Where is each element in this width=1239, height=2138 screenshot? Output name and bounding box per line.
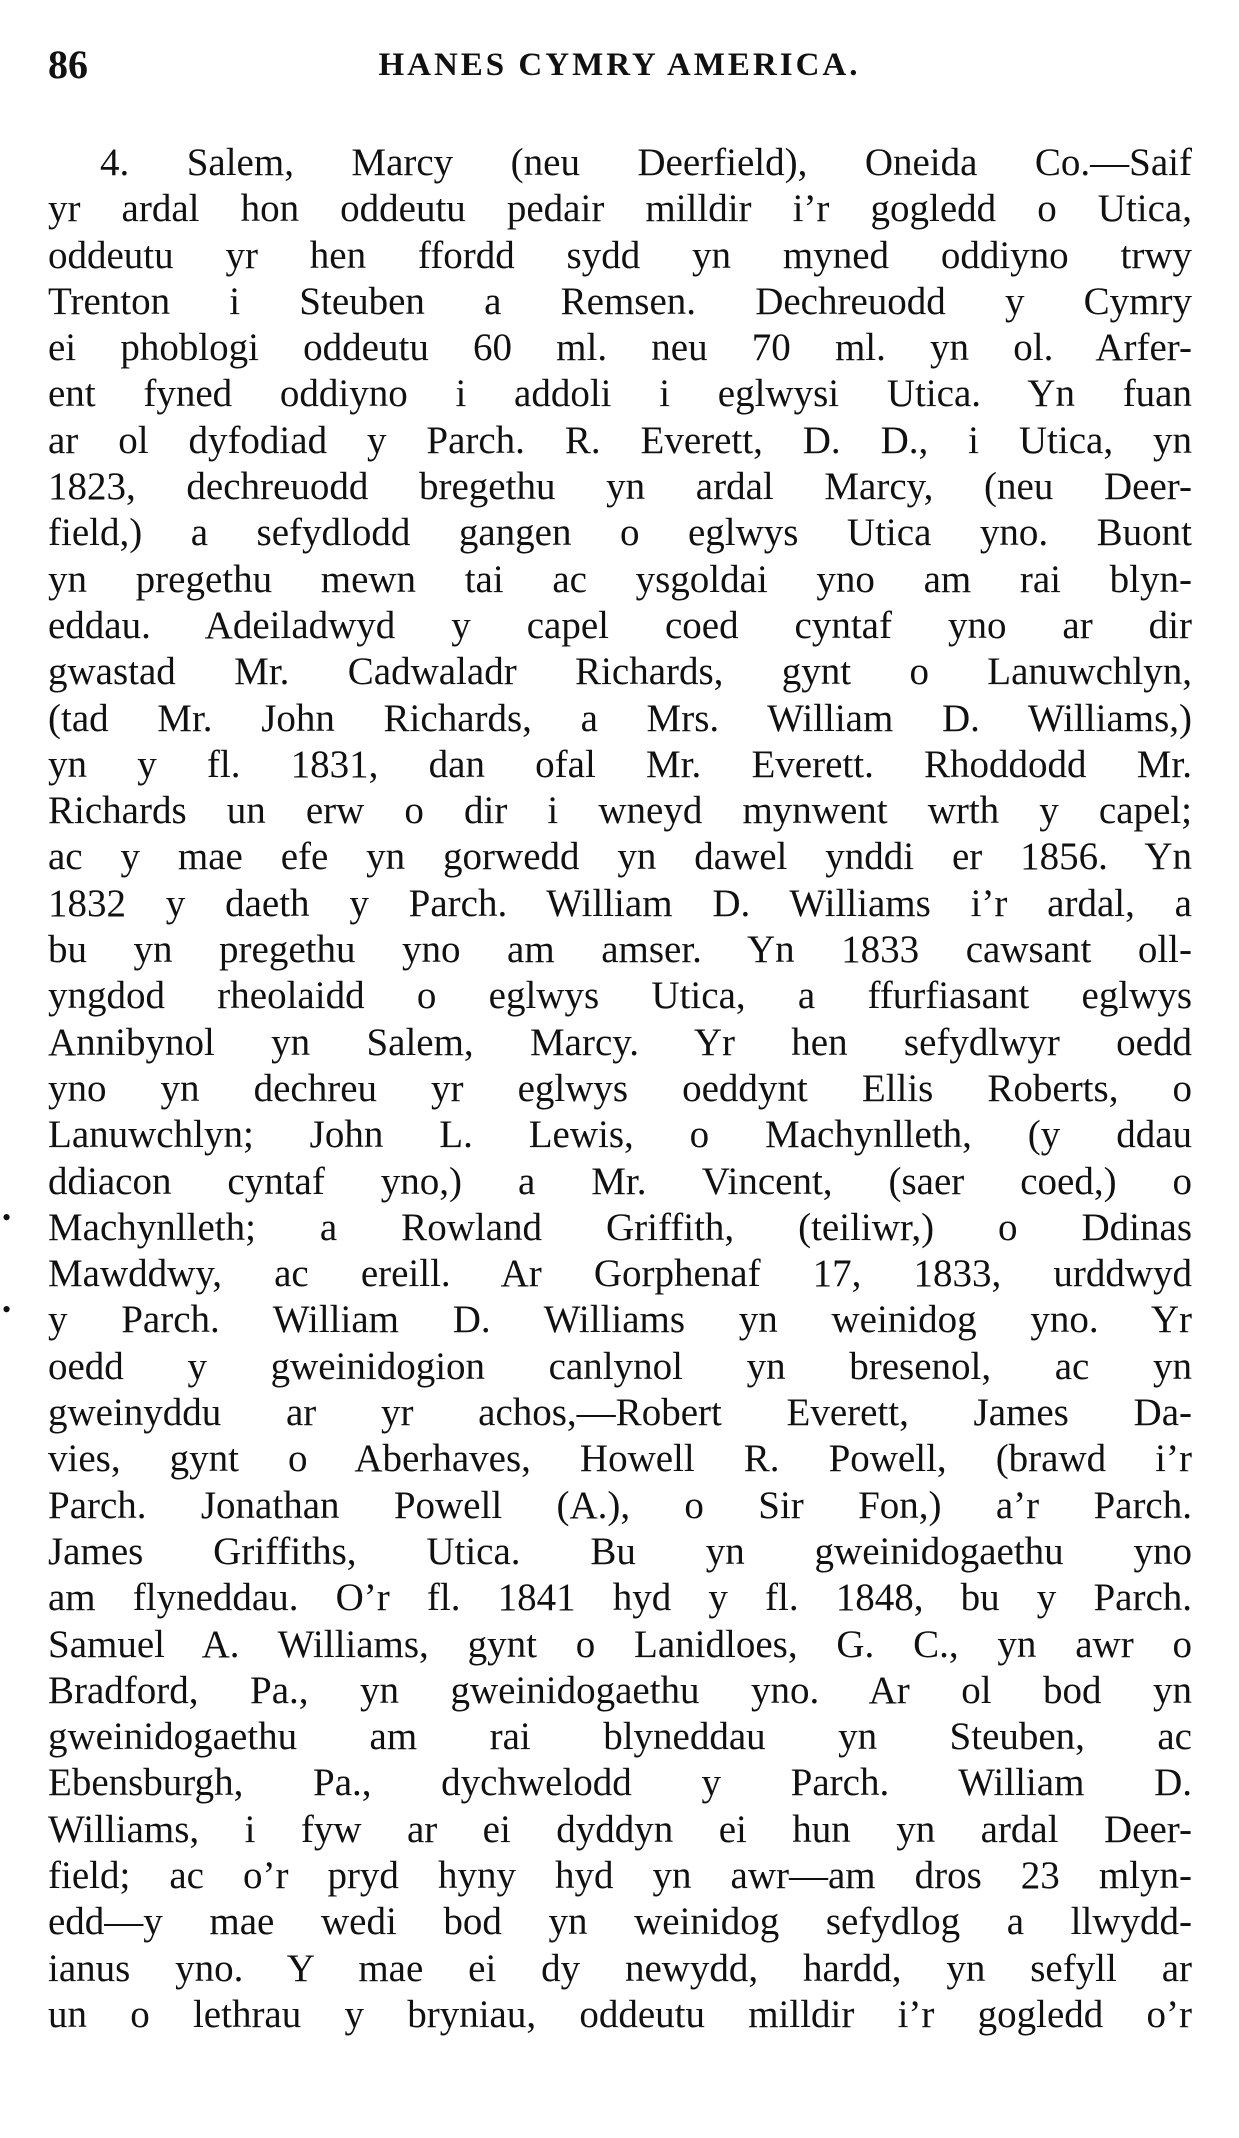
text-line: Williams, i fyw ar ei dyddyn ei hun yn ardal Deer- <box>48 1807 1192 1851</box>
text-line: gweinidogaethu am rai blyneddau yn Steuben, ac <box>48 1715 1192 1759</box>
running-head: HANES CYMRY AMERICA. <box>378 47 861 83</box>
text-line: Ebensburgh, Pa., dychwelodd y Parch. William D. <box>48 1761 1192 1805</box>
text-line: vies, gynt o Aberhaves, Howell R. Powell, (brawd i’r <box>48 1437 1192 1481</box>
text-line: yr ardal hon oddeutu pedair milldir i’r gogledd o Utica, <box>48 187 1192 231</box>
text-line: oddeutu yr hen ffordd sydd yn myned oddiyno trwy <box>48 233 1192 277</box>
text-line: Annibynol yn Salem, Marcy. Yr hen sefydlwyr oedd <box>48 1020 1192 1064</box>
text-line: eddau. Adeiladwyd y capel coed cyntaf yno ar dir <box>48 603 1192 647</box>
text-line: gwastad Mr. Cadwaladr Richards, gynt o Lanuwchlyn, <box>48 650 1192 694</box>
text-line: un o lethrau y bryniau, oddeutu milldir i’r gogledd o’r <box>48 1992 1192 2036</box>
text-line: edd—y mae wedi bod yn weinidog sefydlog a llwydd- <box>48 1900 1192 1944</box>
text-line: 4. Salem, Marcy (neu Deerfield), Oneida Co.—Saif <box>100 141 1192 184</box>
text-line: ar ol dyfodiad y Parch. R. Everett, D. D., i Utica, yn <box>48 418 1192 462</box>
text-line: bu yn pregethu yno am amser. Yn 1833 cawsant oll- <box>48 928 1192 972</box>
page-header <box>48 40 1191 90</box>
text-line: Mawddwy, ac ereill. Ar Gorphenaf 17, 1833, urddwyd <box>48 1252 1192 1296</box>
body-text <box>48 140 1192 2038</box>
text-line: gweinyddu ar yr achos,—Robert Everett, James Da- <box>48 1391 1192 1435</box>
text-line: (tad Mr. John Richards, a Mrs. William D. Williams,) <box>48 696 1192 740</box>
margin-mark: • <box>2 1203 12 1232</box>
text-line: yngdod rheolaidd o eglwys Utica, a ffurfiasant eglwys <box>48 974 1192 1018</box>
text-line: 1832 y daeth y Parch. William D. Williams i’r ardal, a <box>48 881 1192 925</box>
text-line: ianus yno. Y mae ei dy newydd, hardd, yn sefyll ar <box>48 1946 1192 1990</box>
text-line: ac y mae efe yn gorwedd yn dawel ynddi er 1856. Yn <box>48 835 1192 879</box>
text-line: James Griffiths, Utica. Bu yn gweinidogaethu yno <box>48 1529 1192 1573</box>
text-line: Trenton i Steuben a Remsen. Dechreuodd y Cymry <box>48 279 1192 323</box>
page-number: 86 <box>48 42 88 87</box>
text-line: field,) a sefydlodd gangen o eglwys Utica yno. Buont <box>48 511 1192 555</box>
text-line: am flyneddau. O’r fl. 1841 hyd y fl. 1848, bu y Parch. <box>48 1576 1192 1620</box>
text-line: Samuel A. Williams, gynt o Lanidloes, G. C., yn awr o <box>48 1622 1192 1666</box>
text-line: yn y fl. 1831, dan ofal Mr. Everett. Rhoddodd Mr. <box>48 742 1192 786</box>
text-line: oedd y gweinidogion canlynol yn bresenol, ac yn <box>48 1344 1192 1388</box>
text-line: 1823, dechreuodd bregethu yn ardal Marcy, (neu Deer- <box>48 465 1192 509</box>
text-line: Bradford, Pa., yn gweinidogaethu yno. Ar ol bod yn <box>48 1668 1192 1712</box>
text-line: ei phoblogi oddeutu 60 ml. neu 70 ml. yn ol. Arfer- <box>48 326 1192 370</box>
text-line: field; ac o’r pryd hyny hyd yn awr—am dros 23 mlyn- <box>48 1853 1192 1897</box>
text-line: y Parch. William D. Williams yn weinidog yno. Yr <box>48 1298 1192 1342</box>
text-line: Parch. Jonathan Powell (A.), o Sir Fon,) a’r Parch. <box>48 1483 1192 1527</box>
text-line: yno yn dechreu yr eglwys oeddynt Ellis Roberts, o <box>48 1066 1192 1110</box>
text-line: Lanuwchlyn; John L. Lewis, o Machynlleth, (y ddau <box>48 1113 1192 1157</box>
text-line: ddiacon cyntaf yno,) a Mr. Vincent, (saer coed,) o <box>48 1159 1192 1203</box>
text-line: yn pregethu mewn tai ac ysgoldai yno am rai blyn- <box>48 557 1192 601</box>
text-line: Richards un erw o dir i wneyd mynwent wrth y capel; <box>48 789 1192 833</box>
text-line: Machynlleth; a Rowland Griffith, (teiliwr,) o Ddinas <box>48 1205 1192 1249</box>
margin-mark: • <box>2 1295 12 1324</box>
text-line: ent fyned oddiyno i addoli i eglwysi Utica. Yn fuan <box>48 372 1192 416</box>
